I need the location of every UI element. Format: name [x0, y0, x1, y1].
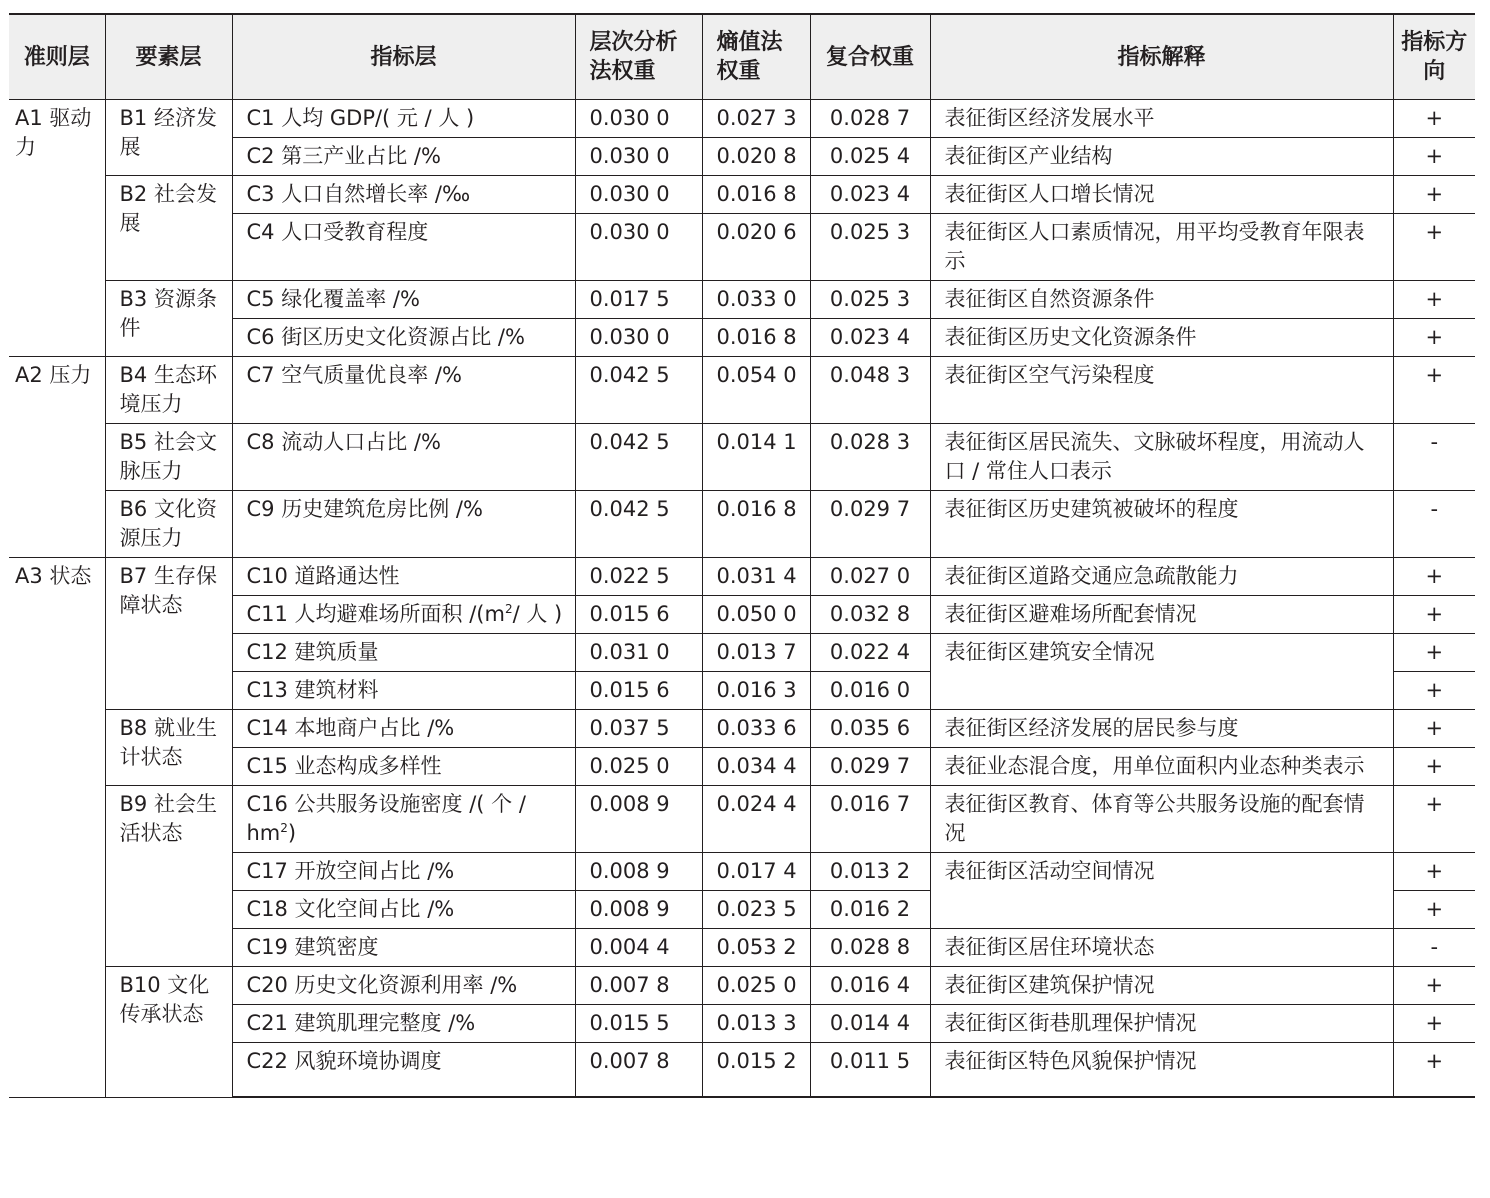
- ahp-weight-cell: 0.042 5: [575, 357, 702, 424]
- direction-cell: +: [1393, 176, 1475, 214]
- combined-weight-cell: 0.016 0: [810, 672, 930, 710]
- direction-cell: +: [1393, 786, 1475, 853]
- entropy-weight-cell: 0.013 7: [702, 634, 810, 672]
- explanation-cell: 表征业态混合度，用单位面积内业态种类表示: [930, 748, 1393, 786]
- indicator-cell: C22 风貌环境协调度: [232, 1043, 575, 1098]
- entropy-weight-cell: 0.020 8: [702, 138, 810, 176]
- explanation-cell: 表征街区人口增长情况: [930, 176, 1393, 214]
- ahp-weight-cell: 0.030 0: [575, 176, 702, 214]
- ahp-weight-cell: 0.031 0: [575, 634, 702, 672]
- explanation-cell: 表征街区人口素质情况，用平均受教育年限表示: [930, 214, 1393, 281]
- entropy-weight-cell: 0.014 1: [702, 424, 810, 491]
- criterion-cell: A1 驱动力: [9, 100, 105, 357]
- header-element: 要素层: [105, 14, 232, 100]
- element-cell: B3 资源条件: [105, 281, 232, 357]
- combined-weight-cell: 0.014 4: [810, 1005, 930, 1043]
- entropy-weight-cell: 0.013 3: [702, 1005, 810, 1043]
- indicator-cell: C5 绿化覆盖率 /%: [232, 281, 575, 319]
- direction-cell: -: [1393, 424, 1475, 491]
- direction-cell: +: [1393, 558, 1475, 596]
- combined-weight-cell: 0.023 4: [810, 319, 930, 357]
- entropy-weight-cell: 0.033 6: [702, 710, 810, 748]
- explanation-cell: 表征街区特色风貌保护情况: [930, 1043, 1393, 1098]
- ahp-weight-cell: 0.030 0: [575, 319, 702, 357]
- combined-weight-cell: 0.023 4: [810, 176, 930, 214]
- direction-cell: +: [1393, 672, 1475, 710]
- direction-cell: +: [1393, 281, 1475, 319]
- entropy-weight-cell: 0.017 4: [702, 853, 810, 891]
- ahp-weight-cell: 0.030 0: [575, 214, 702, 281]
- direction-cell: +: [1393, 634, 1475, 672]
- explanation-cell: 表征街区空气污染程度: [930, 357, 1393, 424]
- entropy-weight-cell: 0.034 4: [702, 748, 810, 786]
- direction-cell: +: [1393, 214, 1475, 281]
- direction-cell: +: [1393, 1005, 1475, 1043]
- table-row: [9, 491, 1475, 558]
- ahp-weight-cell: 0.007 8: [575, 967, 702, 1005]
- combined-weight-cell: 0.016 2: [810, 891, 930, 929]
- combined-weight-cell: 0.013 2: [810, 853, 930, 891]
- indicator-cell: C16 公共服务设施密度 /( 个 / $hm^2$): [232, 786, 575, 853]
- combined-weight-cell: 0.028 7: [810, 100, 930, 138]
- header-row: [9, 14, 1475, 100]
- combined-weight-cell: 0.029 7: [810, 491, 930, 558]
- direction-cell: +: [1393, 138, 1475, 176]
- direction-cell: -: [1393, 491, 1475, 558]
- ahp-weight-cell: 0.017 5: [575, 281, 702, 319]
- ahp-weight-cell: 0.042 5: [575, 424, 702, 491]
- ahp-weight-cell: 0.022 5: [575, 558, 702, 596]
- indicator-cell: C20 历史文化资源利用率 /%: [232, 967, 575, 1005]
- table-row: [9, 357, 1475, 424]
- explanation-cell: 表征街区街巷肌理保护情况: [930, 1005, 1393, 1043]
- element-cell: B10 文化传承状态: [105, 967, 232, 1098]
- indicator-cell: C15 业态构成多样性: [232, 748, 575, 786]
- table-row: [9, 558, 1475, 596]
- explanation-cell: 表征街区教育、体育等公共服务设施的配套情况: [930, 786, 1393, 853]
- explanation-cell: 表征街区经济发展水平: [930, 100, 1393, 138]
- indicator-cell: C11 人均避难场所面积 $/(m^2/$ 人 ): [232, 596, 575, 634]
- header-ahp-weight: 层次分析法权重: [575, 14, 702, 100]
- entropy-weight-cell: 0.054 0: [702, 357, 810, 424]
- direction-cell: +: [1393, 710, 1475, 748]
- entropy-weight-cell: 0.020 6: [702, 214, 810, 281]
- indicator-cell: C4 人口受教育程度: [232, 214, 575, 281]
- direction-cell: -: [1393, 929, 1475, 967]
- ahp-weight-cell: 0.008 9: [575, 786, 702, 853]
- explanation-cell: 表征街区道路交通应急疏散能力: [930, 558, 1393, 596]
- ahp-weight-cell: 0.007 8: [575, 1043, 702, 1098]
- entropy-weight-cell: 0.016 8: [702, 491, 810, 558]
- element-cell: B7 生存保障状态: [105, 558, 232, 710]
- indicator-cell: C2 第三产业占比 /%: [232, 138, 575, 176]
- element-cell: B9 社会生活状态: [105, 786, 232, 967]
- explanation-cell: 表征街区自然资源条件: [930, 281, 1393, 319]
- ahp-weight-cell: 0.042 5: [575, 491, 702, 558]
- superscript: 2: [504, 602, 513, 616]
- indicator-cell: C13 建筑材料: [232, 672, 575, 710]
- combined-weight-cell: 0.048 3: [810, 357, 930, 424]
- superscript: 2: [280, 821, 288, 835]
- ahp-weight-cell: 0.015 6: [575, 672, 702, 710]
- combined-weight-cell: 0.016 4: [810, 967, 930, 1005]
- ahp-weight-cell: 0.030 0: [575, 100, 702, 138]
- ahp-weight-cell: 0.025 0: [575, 748, 702, 786]
- indicator-cell: C3 人口自然增长率 /‰: [232, 176, 575, 214]
- direction-cell: +: [1393, 891, 1475, 929]
- combined-weight-cell: 0.029 7: [810, 748, 930, 786]
- indicator-cell: C1 人均 GDP/( 元 / 人 ): [232, 100, 575, 138]
- table-row: [9, 710, 1475, 748]
- entropy-weight-cell: 0.053 2: [702, 929, 810, 967]
- direction-cell: +: [1393, 748, 1475, 786]
- indicator-cell: C14 本地商户占比 /%: [232, 710, 575, 748]
- entropy-weight-cell: 0.027 3: [702, 100, 810, 138]
- combined-weight-cell: 0.025 3: [810, 281, 930, 319]
- table-row: [9, 176, 1475, 214]
- ahp-weight-cell: 0.037 5: [575, 710, 702, 748]
- header-indicator: 指标层: [232, 14, 575, 100]
- table-row: [9, 424, 1475, 491]
- explanation-cell: 表征街区建筑安全情况: [930, 634, 1393, 710]
- explanation-cell: 表征街区避难场所配套情况: [930, 596, 1393, 634]
- element-cell: B2 社会发展: [105, 176, 232, 281]
- combined-weight-cell: 0.025 4: [810, 138, 930, 176]
- combined-weight-cell: 0.025 3: [810, 214, 930, 281]
- ahp-weight-cell: 0.004 4: [575, 929, 702, 967]
- explanation-cell: 表征街区建筑保护情况: [930, 967, 1393, 1005]
- entropy-weight-cell: 0.025 0: [702, 967, 810, 1005]
- entropy-weight-cell: 0.023 5: [702, 891, 810, 929]
- entropy-weight-cell: 0.033 0: [702, 281, 810, 319]
- header-explanation: 指标解释: [930, 14, 1393, 100]
- criterion-cell: A2 压力: [9, 357, 105, 558]
- explanation-cell: 表征街区经济发展的居民参与度: [930, 710, 1393, 748]
- combined-weight-cell: 0.027 0: [810, 558, 930, 596]
- table-row: [9, 786, 1475, 853]
- table-row: [9, 967, 1475, 1005]
- direction-cell: +: [1393, 596, 1475, 634]
- entropy-weight-cell: 0.050 0: [702, 596, 810, 634]
- direction-cell: +: [1393, 853, 1475, 891]
- direction-cell: +: [1393, 357, 1475, 424]
- table-row: [9, 281, 1475, 319]
- indicator-cell: C6 街区历史文化资源占比 /%: [232, 319, 575, 357]
- explanation-cell: 表征街区历史建筑被破坏的程度: [930, 491, 1393, 558]
- indicator-cell: C17 开放空间占比 /%: [232, 853, 575, 891]
- criterion-cell: A3 状态: [9, 558, 105, 1098]
- indicator-cell: C21 建筑肌理完整度 /%: [232, 1005, 575, 1043]
- entropy-weight-cell: 0.024 4: [702, 786, 810, 853]
- entropy-weight-cell: 0.016 8: [702, 176, 810, 214]
- indicator-table: [9, 13, 1475, 1098]
- combined-weight-cell: 0.016 7: [810, 786, 930, 853]
- entropy-weight-cell: 0.016 3: [702, 672, 810, 710]
- table-row: [9, 100, 1475, 138]
- ahp-weight-cell: 0.015 6: [575, 596, 702, 634]
- header-direction: 指标方向: [1393, 14, 1475, 100]
- direction-cell: +: [1393, 1043, 1475, 1098]
- entropy-weight-cell: 0.016 8: [702, 319, 810, 357]
- indicator-cell: C8 流动人口占比 /%: [232, 424, 575, 491]
- explanation-cell: 表征街区产业结构: [930, 138, 1393, 176]
- indicator-cell: C7 空气质量优良率 /%: [232, 357, 575, 424]
- ahp-weight-cell: 0.008 9: [575, 853, 702, 891]
- header-combined-weight: 复合权重: [810, 14, 930, 100]
- combined-weight-cell: 0.035 6: [810, 710, 930, 748]
- combined-weight-cell: 0.032 8: [810, 596, 930, 634]
- element-cell: B1 经济发展: [105, 100, 232, 176]
- direction-cell: +: [1393, 967, 1475, 1005]
- direction-cell: +: [1393, 100, 1475, 138]
- element-cell: B4 生态环境压力: [105, 357, 232, 424]
- explanation-cell: 表征街区活动空间情况: [930, 853, 1393, 929]
- header-criterion: 准则层: [9, 14, 105, 100]
- indicator-cell: C12 建筑质量: [232, 634, 575, 672]
- combined-weight-cell: 0.011 5: [810, 1043, 930, 1098]
- ahp-weight-cell: 0.030 0: [575, 138, 702, 176]
- ahp-weight-cell: 0.008 9: [575, 891, 702, 929]
- explanation-cell: 表征街区居民流失、文脉破坏程度，用流动人口 / 常住人口表示: [930, 424, 1393, 491]
- entropy-weight-cell: 0.031 4: [702, 558, 810, 596]
- header-entropy-weight: 熵值法权重: [702, 14, 810, 100]
- entropy-weight-cell: 0.015 2: [702, 1043, 810, 1098]
- indicator-cell: C9 历史建筑危房比例 /%: [232, 491, 575, 558]
- indicator-cell: C19 建筑密度: [232, 929, 575, 967]
- direction-cell: +: [1393, 319, 1475, 357]
- indicator-cell: C10 道路通达性: [232, 558, 575, 596]
- element-cell: B6 文化资源压力: [105, 491, 232, 558]
- combined-weight-cell: 0.028 8: [810, 929, 930, 967]
- explanation-cell: 表征街区历史文化资源条件: [930, 319, 1393, 357]
- combined-weight-cell: 0.022 4: [810, 634, 930, 672]
- indicator-cell: C18 文化空间占比 /%: [232, 891, 575, 929]
- element-cell: B5 社会文脉压力: [105, 424, 232, 491]
- ahp-weight-cell: 0.015 5: [575, 1005, 702, 1043]
- explanation-cell: 表征街区居住环境状态: [930, 929, 1393, 967]
- element-cell: B8 就业生计状态: [105, 710, 232, 786]
- combined-weight-cell: 0.028 3: [810, 424, 930, 491]
